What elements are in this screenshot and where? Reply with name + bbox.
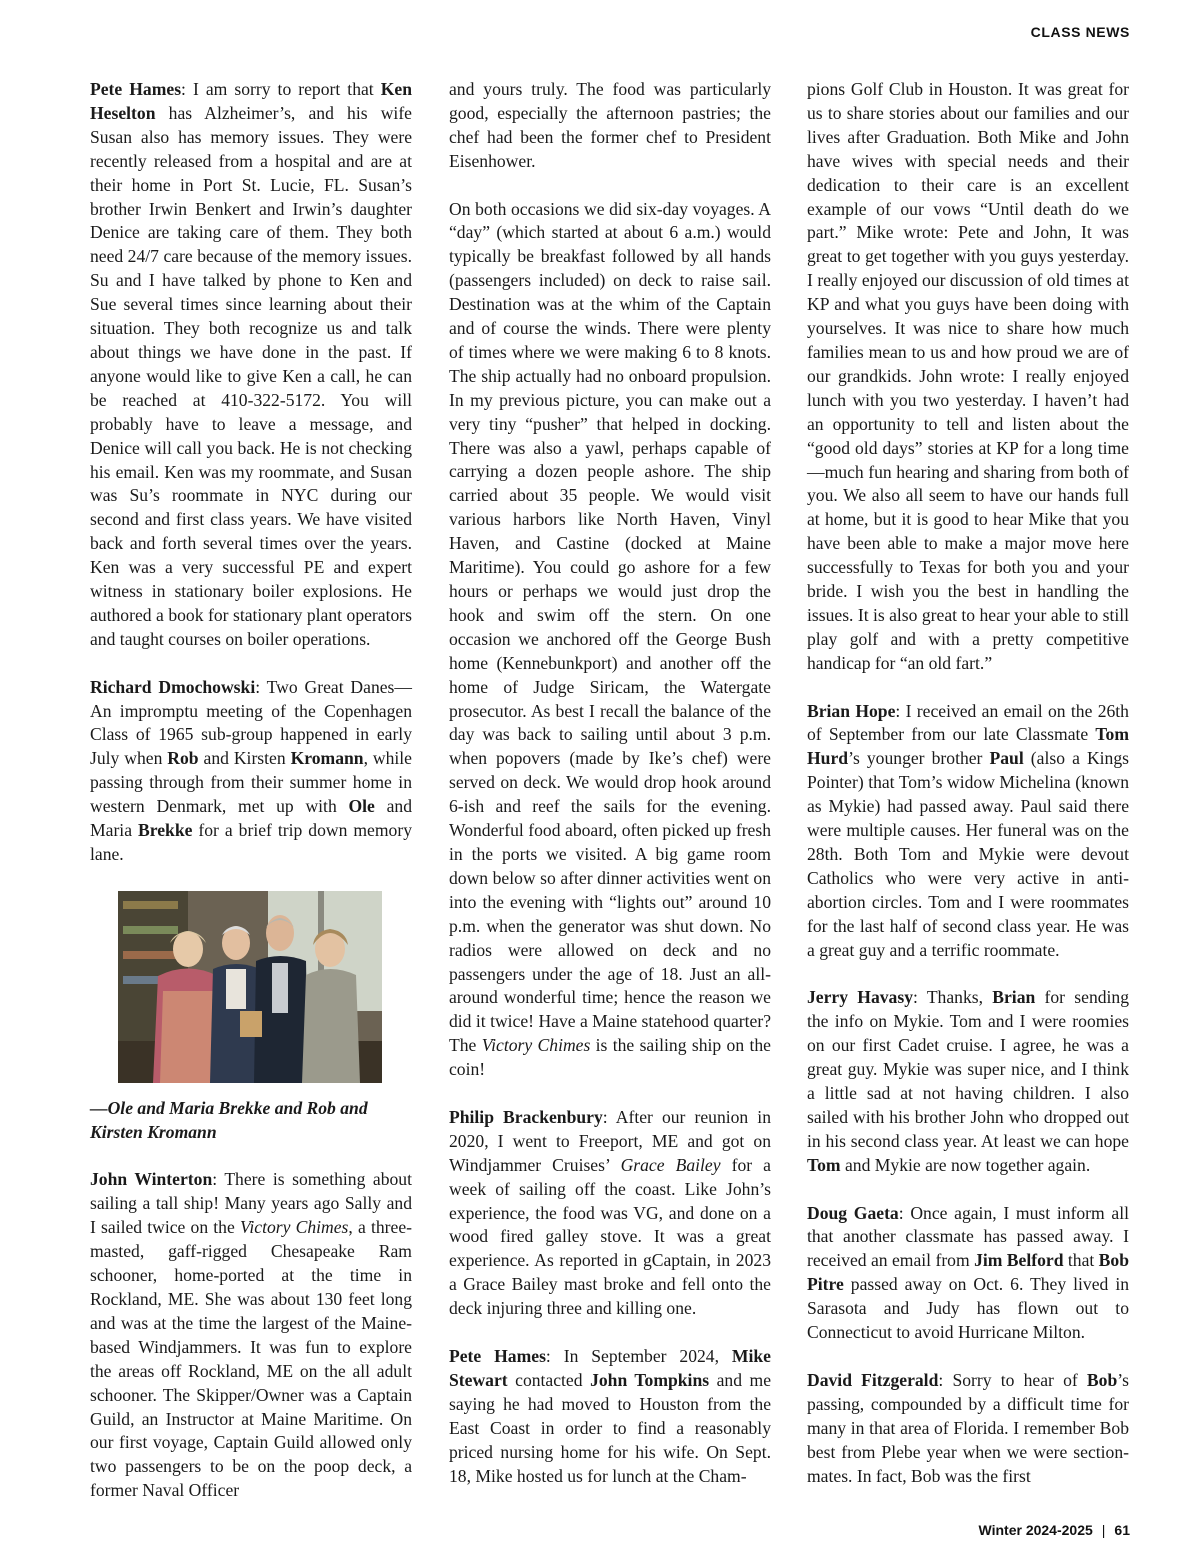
column-1 [90, 78, 412, 1503]
author-name: Philip Brackenbury [449, 1106, 603, 1127]
entry-david-fitzgerald: David Fitzgerald: Sorry to hear of Bob’s passing, compounded by a difficult time for many in that area of Florida. I remember Bob best from Plebe year when we were section-mates. In fact, Bob was the first [807, 1369, 1129, 1486]
entry-pete-hames-1: Pete Hames: I am sorry to report that Ken Heselton has Alzheimer’s, and his wife Susan also has memory issues. They were recently released from a hospital and are at their home in Port St. Lucie, FL. Susan’s brother Irwin Benkert and Irwin’s daughter Denice are taking care of them. They both need 24/7 care because of the memory issues. Su and I have talked by phone to Ken and Sue several times since learning about their situation. They both recognize us and talk about things we have done in the past. If anyone would like to give Ken a call, he can be reached at 410-322-5172. You will probably have to leave a message, and Denice will call you back. He is not checking his email. Ken was my roommate, and Susan was Su’s roommate in NYC during our second and first class years. We have visited back and forth several times over the years. Ken was a very successful PE and expert witness in stationary boiler explosions. He authored a book for stationary plant operators and taught courses on boiler operations. [90, 79, 412, 649]
column-2 [449, 78, 771, 1488]
author-name: Doug Gaeta [807, 1202, 899, 1223]
author-name: John Winterton [90, 1169, 213, 1190]
entry-john-winterton-voyages: On both occasions we did six-day voyages. A “day” (which started at about 6 a.m.) would typically be breakfast followed by all hands (passengers included) on deck to raise sail. Destination was at the whim of the Captain and of course the winds. There were plenty of times where we were making 6 to 8 knots. The ship actually had no onboard propulsion. In my previous picture, you can make out a very tiny “pusher” that helped in docking. There was also a yawl, perhaps capable of carrying a dozen people ashore. The ship carried about 35 people. We would visit various harbors like North Haven, Vinyl Haven, and Castine (docked at Maine Maritime). You could go ashore for a few hours or perhaps we would just drop the hook and swim off the stern. On one occasion we anchored off the George Bush home (Kennebunkport) and another off the home of Judge Siricam, the Watergate prosecutor. As best I recall the balance of the day was back to sailing until about 3 p.m. when popovers (made by Ike’s chef) were served on deck. We would drop hook around 6-ish and reef the sails for the evening. Wonderful food aboard, often picked up fresh in the ports we visited. A big game room down below so after dinner activities went on into the evening with “lights out” around 10 p.m. when the generator was shut down. No radios were allowed on deck and no passengers under the age of 18. Just an all-around wonderful time; hence the reason we did it twice! Have a Maine statehood quarter? The Victory Chimes is the sailing ship on the coin! [449, 198, 771, 1080]
entry-doug-gaeta: Doug Gaeta: Once again, I must inform all that another classmate has passed away. I received an email from Jim Belford that Bob Pitre passed away on Oct. 6. They lived in Sarasota and Judy has flown out to Connecticut to avoid Hurricane Milton. [807, 1202, 1129, 1343]
entry-philip-brackenbury: Philip Brackenbury: After our reunion in 2020, I went to Freeport, ME and got on Windjammer Cruises’ Grace Bailey for a week of sailing off the coast. Like John’s experience, the food was VG, and done on a wood fired galley stove. It was a great experience. As reported in gCaptain, in 2023 a Grace Bailey mast broke and fell onto the deck injuring three and killing one. [449, 1106, 771, 1319]
author-name: David Fitzgerald [807, 1369, 939, 1390]
page-number: 61 [1114, 1522, 1130, 1538]
entry-richard-dmochowski: Richard Dmochowski: Two Great Danes—An impromptu meeting of the Copenhagen Class of 1965 sub-group happened in early July when Rob and Kirsten Kromann, while passing through from their summer home in western Denmark, met up with Ole and Maria Brekke for a brief trip down memory lane. [90, 676, 412, 864]
entry-jerry-havasy: Jerry Havasy: Thanks, Brian for sending the info on Mykie. Tom and I were roomies on our first Cadet cruise. I agree, he was a great guy. Mykie was super nice, and I think a little sad at not having children. I also sailed with his brother John who dropped out in his second class year. At least we can hope Tom and Mykie are now together again. [807, 987, 1130, 1175]
footer-separator: | [1101, 1522, 1106, 1538]
author-name: Richard Dmochowski [90, 676, 256, 697]
entry-john-winterton: John Winterton: There is something about sailing a tall ship! Many years ago Sally and I sailed twice on the Victory Chimes, a three-masted, gaff-rigged Chesapeake Ram schooner, home-ported at the time in Rockland, ME. She was about 130 feet long and was at the time the largest of the Maine-based Windjammers. It was fun to explore the areas off Rockland, ME on the all adult schooner. The Skipper/Owner was a Captain Guild, an Instructor at Maine Maritime. On our first voyage, Captain Guild allowed only two passengers to be on the poop deck, a former Naval Officer [90, 1169, 412, 1501]
entry-john-winterton-cont: and yours truly. The food was particularly good, especially the afternoon pastries; the chef had been the former chef to President Eisenhower. [449, 79, 771, 171]
column-3 [807, 78, 1129, 1488]
section-header: CLASS NEWS [1030, 24, 1130, 40]
issue-label: Winter 2024-2025 [978, 1522, 1093, 1538]
page-footer [979, 1522, 1131, 1538]
author-name: Pete Hames [90, 79, 182, 99]
group-photo [118, 891, 382, 1083]
author-name: Pete Hames [449, 1345, 546, 1366]
author-name: Brian Hope [807, 700, 896, 721]
photo-caption: —Ole and Maria Brekke and Rob and Kirsten Kromann [90, 1097, 368, 1142]
entry-pete-hames-2: Pete Hames: In September 2024, Mike Stewart contacted John Tompkins and me saying he had moved to Houston from the East Coast in order to find a reasonably priced nursing home for his wife. On Sept. 18, Mike hosted us for lunch at the Cham- [449, 1345, 772, 1486]
author-name: Jerry Havasy [807, 987, 913, 1008]
entry-brian-hope: Brian Hope: I received an email on the 26th of September from our late Classmate Tom Hurd’s younger brother Paul (also a Kings Pointer) that Tom’s widow Michelina (known as Mykie) had passed away. Paul said there were multiple causes. Her funeral was on the 28th. Both Tom and Mykie were devout Catholics who were very active in anti-abortion circles. Tom and I were roommates for the last half of second class year. He was a great guy and a terrific roommate. [807, 700, 1129, 960]
entry-pete-hames-2-cont: pions Golf Club in Houston. It was great for us to share stories about our families and our lives after Graduation. Both Mike and John have wives with special needs and their dedication to their care is an excellent example of our vows “Until death do we part.” Mike wrote: Pete and John, It was great to get together with you guys yesterday. I really enjoyed our discussion of old times at KP and what you guys have been doing with yourselves. It was nice to share how much families mean to us and how proud we are of our grandkids. John wrote: I really enjoyed lunch with you two yesterday. I haven’t had an opportunity to tell and listen about the “good old days” stories at KP for a long time—much fun hearing and sharing from both of you. We also all seem to have our hands full at home, but it is good to hear Mike that you have been able to make a major move here successfully to Texas for both you and your bride. I wish you the best in handling the issues. It is also great to hear your able to still play golf and with a pretty competitive handicap for “an old fart.” [807, 79, 1129, 673]
